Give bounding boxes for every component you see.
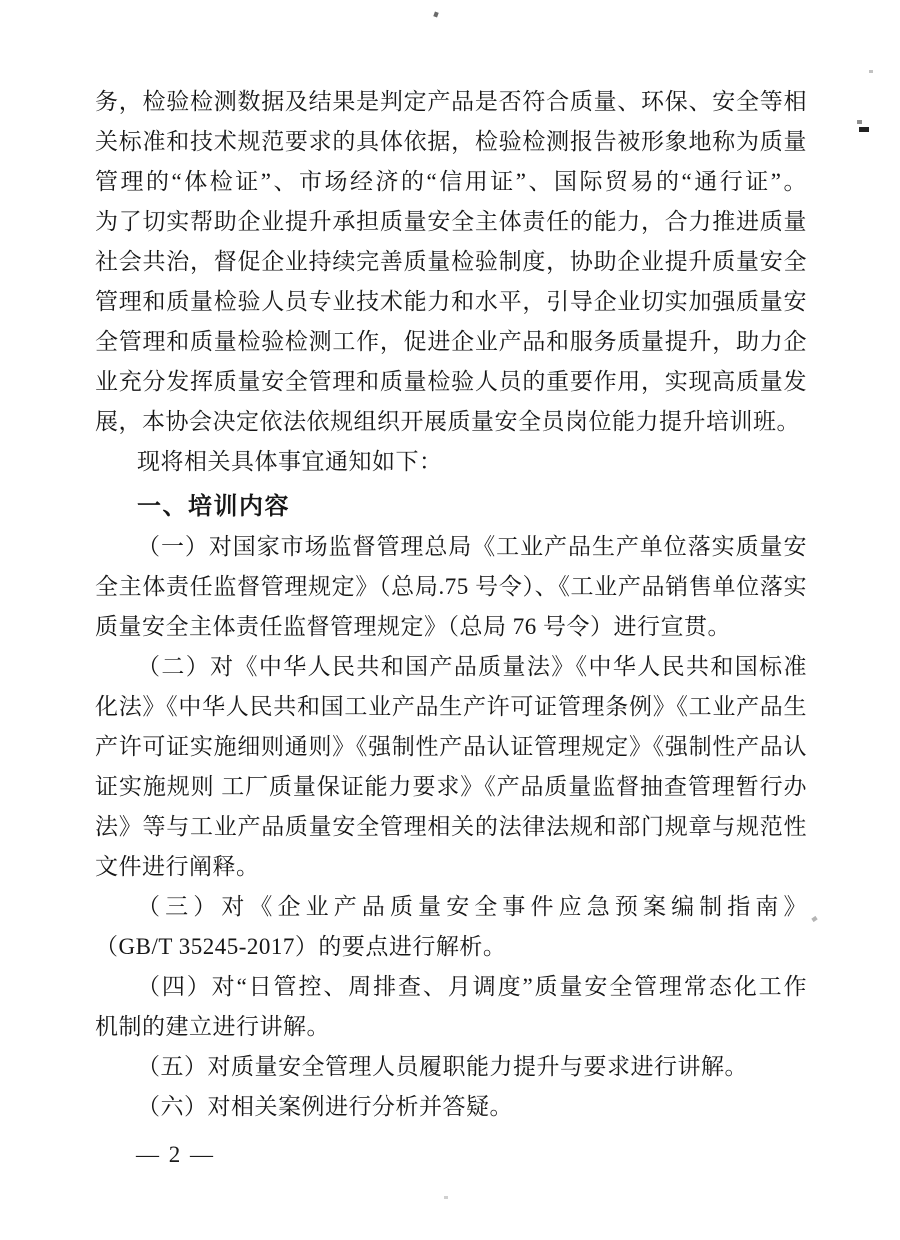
text-line: （一）对国家市场监督管理总局《工业产品生产单位落实质量安 bbox=[137, 534, 807, 559]
text-line: 证实施规则 工厂质量保证能力要求》《产品质量监督抽查管理暂行办 bbox=[95, 774, 807, 799]
paragraph bbox=[95, 887, 807, 967]
scan-speck bbox=[811, 916, 817, 922]
text-line: 务，检验检测数据及结果是判定产品是否符合质量、环保、安全等相 bbox=[95, 89, 807, 114]
text-line: 关标准和技术规范要求的具体依据，检验检测报告被形象地称为质量 bbox=[95, 129, 807, 154]
text-line: 管理和质量检验人员专业技术能力和水平，引导企业切实加强质量安 bbox=[95, 289, 807, 314]
scan-speck bbox=[444, 1196, 448, 1199]
text-line: （三）对《企业产品质量安全事件应急预案编制指南》 bbox=[137, 894, 807, 919]
heading-line: 一、培训内容 bbox=[137, 493, 290, 520]
text-line: 机制的建立进行讲解。 bbox=[95, 1014, 330, 1039]
text-line: 为了切实帮助企业提升承担质量安全主体责任的能力，合力推进质量 bbox=[95, 209, 807, 234]
text-line: 文件进行阐释。 bbox=[95, 854, 260, 879]
text-line: 业充分发挥质量安全管理和质量检验人员的重要作用，实现高质量发 bbox=[95, 369, 807, 394]
text-line: 全主体责任监督管理规定》（总局.75 号令）、《工业产品销售单位落实 bbox=[95, 574, 807, 599]
text-line: 管理的“体检证”、市场经济的“信用证”、国际贸易的“通行证”。 bbox=[95, 169, 807, 194]
paragraph bbox=[95, 442, 807, 482]
ink-blot bbox=[859, 127, 869, 132]
text-line: 展，本协会决定依法依规组织开展质量安全员岗位能力提升培训班。 bbox=[95, 409, 800, 434]
section-heading bbox=[95, 487, 807, 527]
paragraph bbox=[95, 1047, 807, 1087]
text-line: 法》等与工业产品质量安全管理相关的法律法规和部门规章与规范性 bbox=[95, 814, 807, 839]
text-line: 产许可证实施细则通则》《强制性产品认证管理规定》《强制性产品认 bbox=[95, 734, 807, 759]
paragraph bbox=[95, 647, 807, 887]
text-line: （二）对《中华人民共和国产品质量法》《中华人民共和国标准 bbox=[137, 654, 807, 679]
ink-blot bbox=[857, 120, 862, 124]
scan-speck bbox=[869, 70, 873, 73]
page-number: — 2 — bbox=[136, 1142, 215, 1167]
text-line: （四）对“日管控、周排查、月调度”质量安全管理常态化工作 bbox=[137, 974, 807, 999]
paragraph bbox=[95, 82, 807, 442]
paragraph bbox=[95, 527, 807, 647]
scan-speck bbox=[433, 11, 438, 17]
text-line: （六）对相关案例进行分析并答疑。 bbox=[137, 1094, 513, 1119]
text-line: 化法》《中华人民共和国工业产品生产许可证管理条例》《工业产品生 bbox=[95, 694, 807, 719]
paragraph bbox=[95, 1087, 807, 1127]
text-line: 现将相关具体事宜通知如下： bbox=[137, 449, 443, 474]
text-line: 社会共治，督促企业持续完善质量检验制度，协助企业提升质量安全 bbox=[95, 249, 807, 274]
text-line: 质量安全主体责任监督管理规定》（总局 76 号令）进行宣贯。 bbox=[95, 614, 731, 639]
document-body bbox=[95, 82, 807, 1127]
text-line: （五）对质量安全管理人员履职能力提升与要求进行讲解。 bbox=[137, 1054, 748, 1079]
paragraph bbox=[95, 967, 807, 1047]
text-line: 全管理和质量检验检测工作，促进企业产品和服务质量提升，助力企 bbox=[95, 329, 807, 354]
text-line: （GB/T 35245-2017）的要点进行解析。 bbox=[95, 934, 507, 959]
